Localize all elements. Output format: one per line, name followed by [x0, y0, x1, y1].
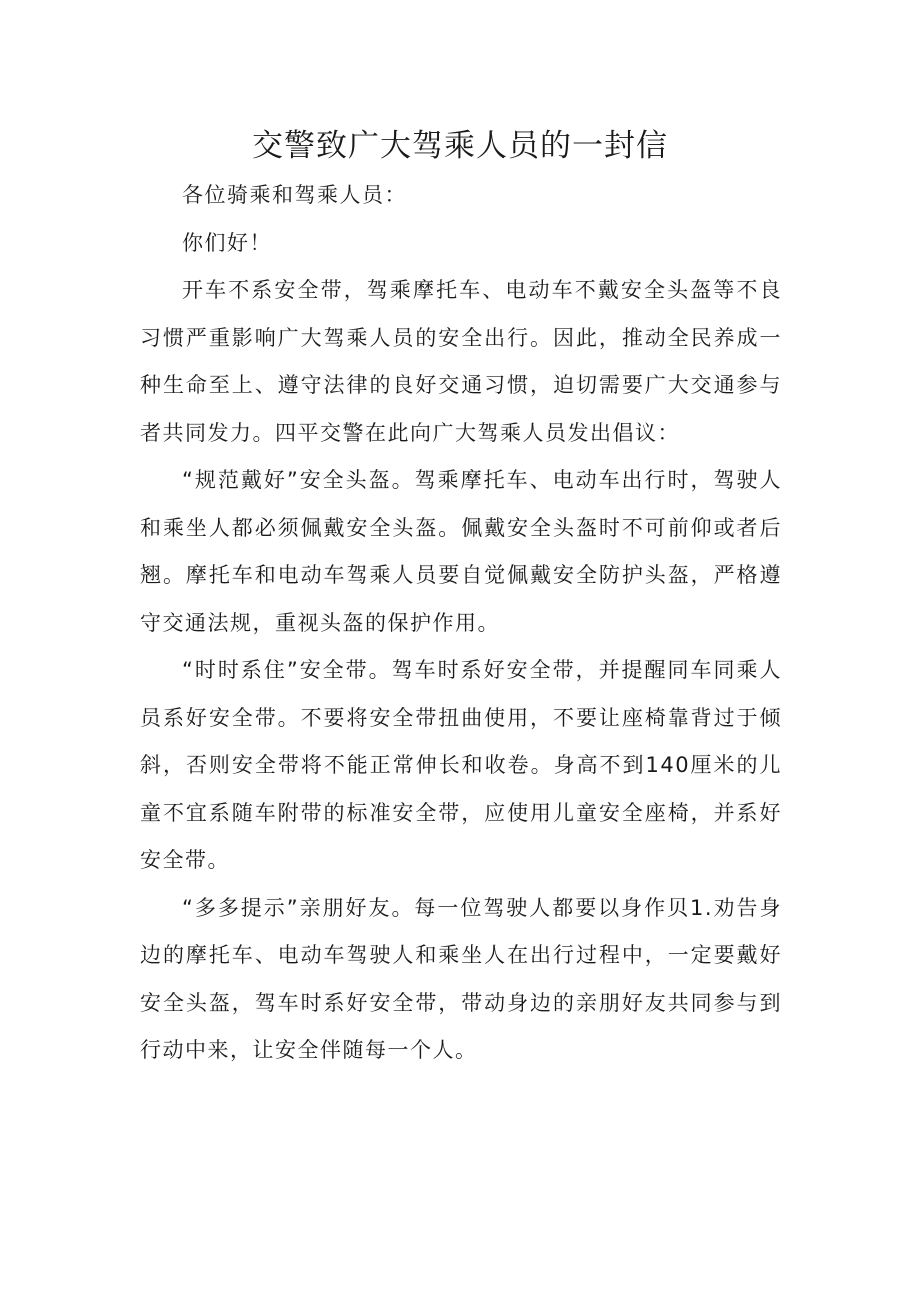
paragraph-helmet: “规范戴好”安全头盔。驾乘摩托车、电动车出行时，驾驶人和乘坐人都必须佩戴安全头盔。佩戴安全头盔时不可前仰或者后翘。摩托车和电动车驾乘人员要自觉佩戴安全防护头盔，严格遵守交通法规，重视头盔的保护作用。 — [140, 468, 782, 635]
paragraph-intro: 开车不系安全带，驾乘摩托车、电动车不戴安全头盔等不良习惯严重影响广大驾乘人员的安全出行。因此，推动全民养成一种生命至上、遵守法律的良好交通习惯，迫切需要广大交通参与者共同发力。四平交警在此向广大驾乘人员发出倡议： — [140, 278, 782, 445]
letter-body — [140, 172, 782, 1075]
paragraph-remind-friends: “多多提示”亲朋好友。每一位驾驶人都要以身作贝1.劝告身边的摩托车、电动车驾驶人和乘坐人在出行过程中，一定要戴好安全头盔，驾车时系好安全带，带动身边的亲朋好友共同参与到行动中来，让安全伴随每一个人。 — [140, 895, 782, 1062]
greeting: 你们好！ — [182, 230, 272, 255]
salutation: 各位骑乘和驾乘人员： — [182, 183, 407, 207]
paragraph-seatbelt: “时时系住”安全带。驾车时系好安全带，并提醒同车同乘人员系好安全带。不要将安全带扭曲使用，不要让座椅靠背过于倾斜，否则安全带将不能正常伸长和收卷。身高不到140厘米的儿童不宜系随车附带的标准安全带，应使用儿童安全座椅，并系好安全带。 — [140, 658, 782, 872]
document-title: 交警致广大驾乘人员的一封信 — [252, 128, 668, 164]
